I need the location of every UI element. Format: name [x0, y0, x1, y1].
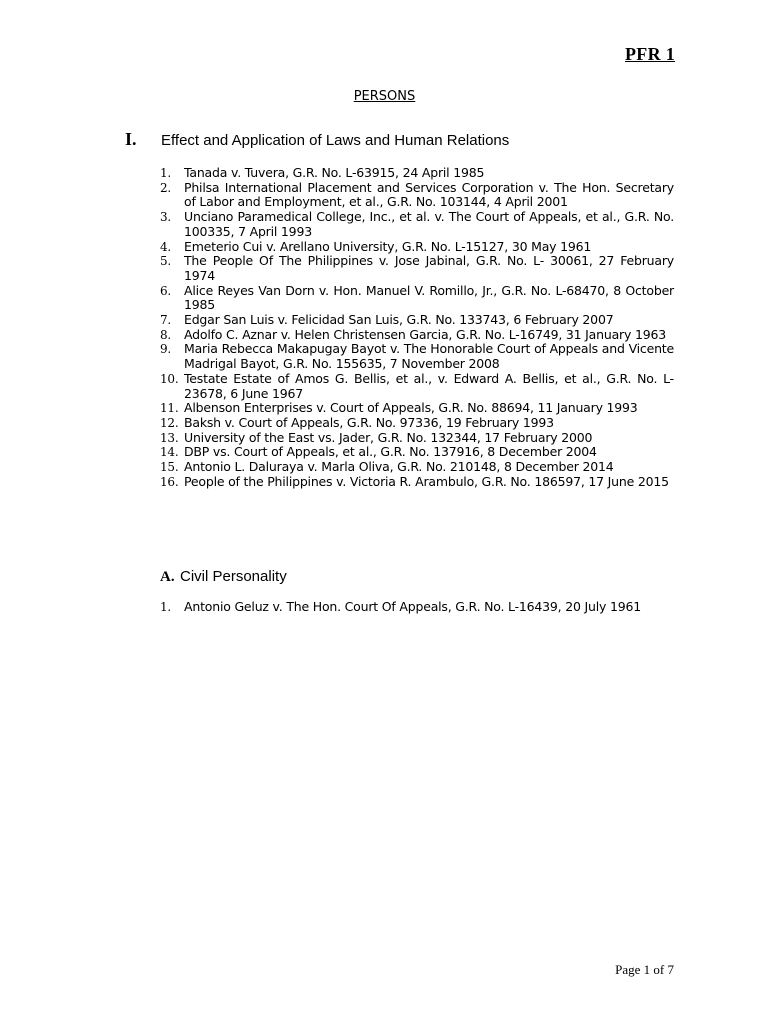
list-item-text: Unciano Paramedical College, Inc., et al. v. The Court of Appeals, et al., G.R. No. 100335, 7 April 1993 — [184, 209, 674, 239]
page-number: Page 1 of 7 — [615, 962, 674, 977]
list-item — [160, 181, 674, 210]
list-item — [160, 445, 674, 460]
list-item-number: 10. — [160, 371, 179, 386]
list-item-text: DBP vs. Court of Appeals, et al., G.R. No. 137916, 8 December 2004 — [184, 444, 597, 460]
section-numeral: I. — [125, 129, 137, 149]
list-item-text: People of the Philippines v. Victoria R. Arambulo, G.R. No. 186597, 17 June 2015 — [184, 473, 669, 489]
list-item-number: 13. — [160, 430, 179, 445]
subsection-title: Civil Personality — [180, 568, 287, 585]
list-item — [160, 416, 674, 431]
list-item-text: Emeterio Cui v. Arellano University, G.R. No. L-15127, 30 May 1961 — [184, 238, 592, 254]
list-item-number: 9. — [160, 342, 172, 357]
subsection-letter: A. — [160, 569, 175, 585]
list-item — [160, 475, 674, 490]
list-item-text: Adolfo C. Aznar v. Helen Christensen Garcia, G.R. No. L-16749, 31 January 1963 — [184, 326, 666, 342]
list-item-text: Tanada v. Tuvera, G.R. No. L-63915, 24 April 1985 — [184, 165, 485, 180]
list-item — [160, 254, 674, 283]
list-item — [160, 284, 674, 313]
list-item-text: Alice Reyes Van Dorn v. Hon. Manuel V. Romillo, Jr., G.R. No. L-68470, 8 October 1985 — [184, 282, 674, 313]
subsection-case-list — [160, 600, 674, 615]
list-item — [160, 240, 674, 255]
list-item-number: 12. — [160, 415, 179, 430]
list-item-number: 6. — [160, 283, 172, 298]
list-item-text: Edgar San Luis v. Felicidad San Luis, G.R. No. 133743, 6 February 2007 — [184, 312, 614, 328]
section-title: Effect and Application of Laws and Human Relations — [161, 132, 510, 149]
list-item-text: Antonio L. Daluraya v. Marla Oliva, G.R. No. 210148, 8 December 2014 — [184, 459, 614, 475]
list-item — [160, 600, 674, 615]
list-item — [160, 210, 674, 239]
list-item-number: 7. — [160, 313, 172, 328]
list-item-text: Albenson Enterprises v. Court of Appeals, G.R. No. 88694, 11 January 1993 — [184, 400, 638, 416]
list-item-number: 11. — [160, 401, 179, 416]
list-item-number: 3. — [160, 210, 172, 225]
list-item — [160, 166, 674, 181]
list-item-number: 1. — [160, 600, 172, 614]
list-item-number: 5. — [160, 254, 172, 269]
list-item-number: 2. — [160, 180, 172, 195]
list-item-number: 4. — [160, 239, 172, 254]
list-item — [160, 401, 674, 416]
list-item-number: 14. — [160, 445, 179, 460]
list-item-text: Maria Rebecca Makapugay Bayot v. The Honorable Court of Appeals and Vicente Madrigal Bayot, G.R. No. 155635, 7 November 2008 — [184, 341, 674, 372]
list-item — [160, 328, 674, 343]
list-item-text: Antonio Geluz v. The Hon. Court Of Appeals, G.R. No. L-16439, 20 July 1961 — [184, 599, 641, 614]
list-item — [160, 460, 674, 475]
list-item-number: 16. — [160, 474, 179, 489]
list-item-text: The People Of The Philippines v. Jose Jabinal, G.R. No. L- 30061, 27 February 1974 — [184, 253, 674, 283]
case-list — [160, 166, 674, 489]
list-item — [160, 342, 674, 371]
list-item — [160, 431, 674, 446]
document-title: PERSONS — [353, 89, 416, 104]
section-heading — [125, 129, 509, 150]
list-item-text: Baksh v. Court of Appeals, G.R. No. 97336, 19 February 1993 — [184, 414, 554, 430]
list-item — [160, 313, 674, 328]
list-item-text: Testate Estate of Amos G. Bellis, et al., v. Edward A. Bellis, et al., G.R. No. L-23678, 6 June 1967 — [184, 370, 674, 401]
list-item-number: 8. — [160, 327, 172, 342]
list-item-text: Philsa International Placement and Services Corporation v. The Hon. Secretary of Labor and Employment, et al., G.R. No. 103144, 4 April 2001 — [184, 179, 674, 210]
list-item-text: University of the East vs. Jader, G.R. No. 132344, 17 February 2000 — [184, 429, 593, 445]
list-item — [160, 372, 674, 401]
subsection-heading — [160, 568, 287, 586]
document-code: PFR 1 — [625, 44, 675, 64]
list-item-number: 15. — [160, 460, 179, 475]
list-item-number: 1. — [160, 166, 172, 180]
